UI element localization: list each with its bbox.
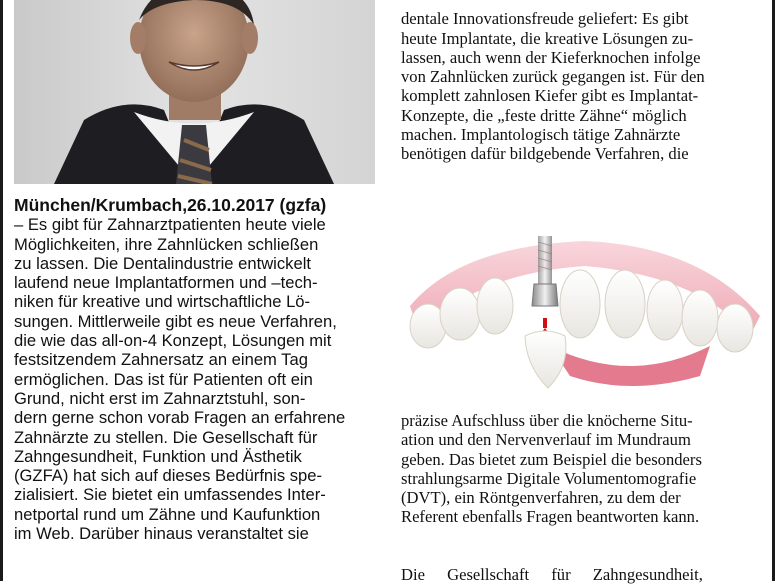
text-line: Zahngesundheit, Funktion und Ästhetik: [14, 446, 302, 466]
text-line: niken für kreative und wirtschaftliche Lö-: [14, 292, 311, 312]
text-line: festsitzendem Zahnersatz an einem Tag: [14, 350, 308, 370]
left-column-text: [14, 196, 376, 543]
text-line: ermöglichen. Das ist für Patienten oft ein: [14, 369, 313, 389]
text-line: [401, 0, 763, 9]
text-line: zialisiert. Sie bietet ein umfassendes Inter-: [14, 485, 326, 505]
text-line: zu lassen. Die Dentalindustrie entwickelt: [14, 253, 311, 273]
text-line: ation und den Nervenverlauf im Mundraum: [401, 430, 691, 450]
right-column-last-line: [401, 565, 763, 584]
article-lead-dateline: München/Krumbach,26.10.2017 (gzfa): [14, 195, 327, 215]
text-line: Grund, nicht erst im Zahnarztstuhl, son-: [14, 388, 306, 408]
text-line: – Es gibt für Zahnarztpatienten heute viele: [14, 215, 326, 235]
text-line: machen. Implantologisch tätige Zahnärzte: [401, 125, 681, 145]
text-line: Zahnärzte zu stellen. Die Gesellschaft für: [14, 427, 318, 447]
dental-implant-illustration: [400, 236, 770, 396]
text-line: heute Implantate, die kreative Lösungen zu-: [401, 28, 694, 48]
text-line: benötigen dafür bildgebende Verfahren, die: [401, 144, 689, 164]
text-line: netportal rund um Zähne und Kaufunktion: [14, 504, 321, 524]
speaker-portrait-photo: [14, 0, 375, 184]
text-line: Die Gesellschaft für Zahngesundheit,: [401, 565, 703, 584]
text-line: geben. Das bietet zum Beispiel die besonders: [401, 449, 702, 469]
text-line: strahlungsarme Digitale Volumentomografie: [401, 468, 697, 488]
text-line: die wie das all-on-4 Konzept, Lösungen mit: [14, 331, 332, 351]
text-line: dern gerne schon vorab Fragen an erfahrene: [14, 408, 346, 428]
page-left-border: [0, 0, 3, 581]
text-line: Konzepte, die „feste dritte Zähne“ möglich: [401, 105, 687, 125]
text-line: komplett zahnlosen Kiefer gibt es Implantat-: [401, 86, 699, 106]
text-line: lassen, auch wenn der Kieferknochen infolge: [401, 47, 701, 67]
text-line: laufend neue Implantatformen und –tech-: [14, 273, 318, 293]
text-line: präzise Aufschluss über die knöcherne Situ-: [401, 411, 693, 430]
text-line: Referent ebenfalls Fragen beantworten kann.: [401, 507, 700, 527]
right-column-bottom-text: [401, 411, 763, 527]
text-line: (DVT), ein Röntgenverfahren, zu dem der: [401, 488, 681, 508]
text-line: (GZFA) hat sich auf dieses Bedürfnis spe-: [14, 466, 323, 486]
text-line: von Zahnlücken zurück gegangen ist. Für den: [401, 67, 705, 87]
text-line: sungen. Mittlerweile gibt es neue Verfahren,: [14, 311, 337, 331]
right-column-top-text: [401, 0, 763, 164]
text-line: Möglichkeiten, ihre Zahnlücken schließen: [14, 234, 319, 254]
text-line: dentale Innovationsfreude geliefert: Es gibt: [401, 9, 689, 29]
text-line: im Web. Darüber hinaus veranstaltet sie: [14, 524, 309, 544]
